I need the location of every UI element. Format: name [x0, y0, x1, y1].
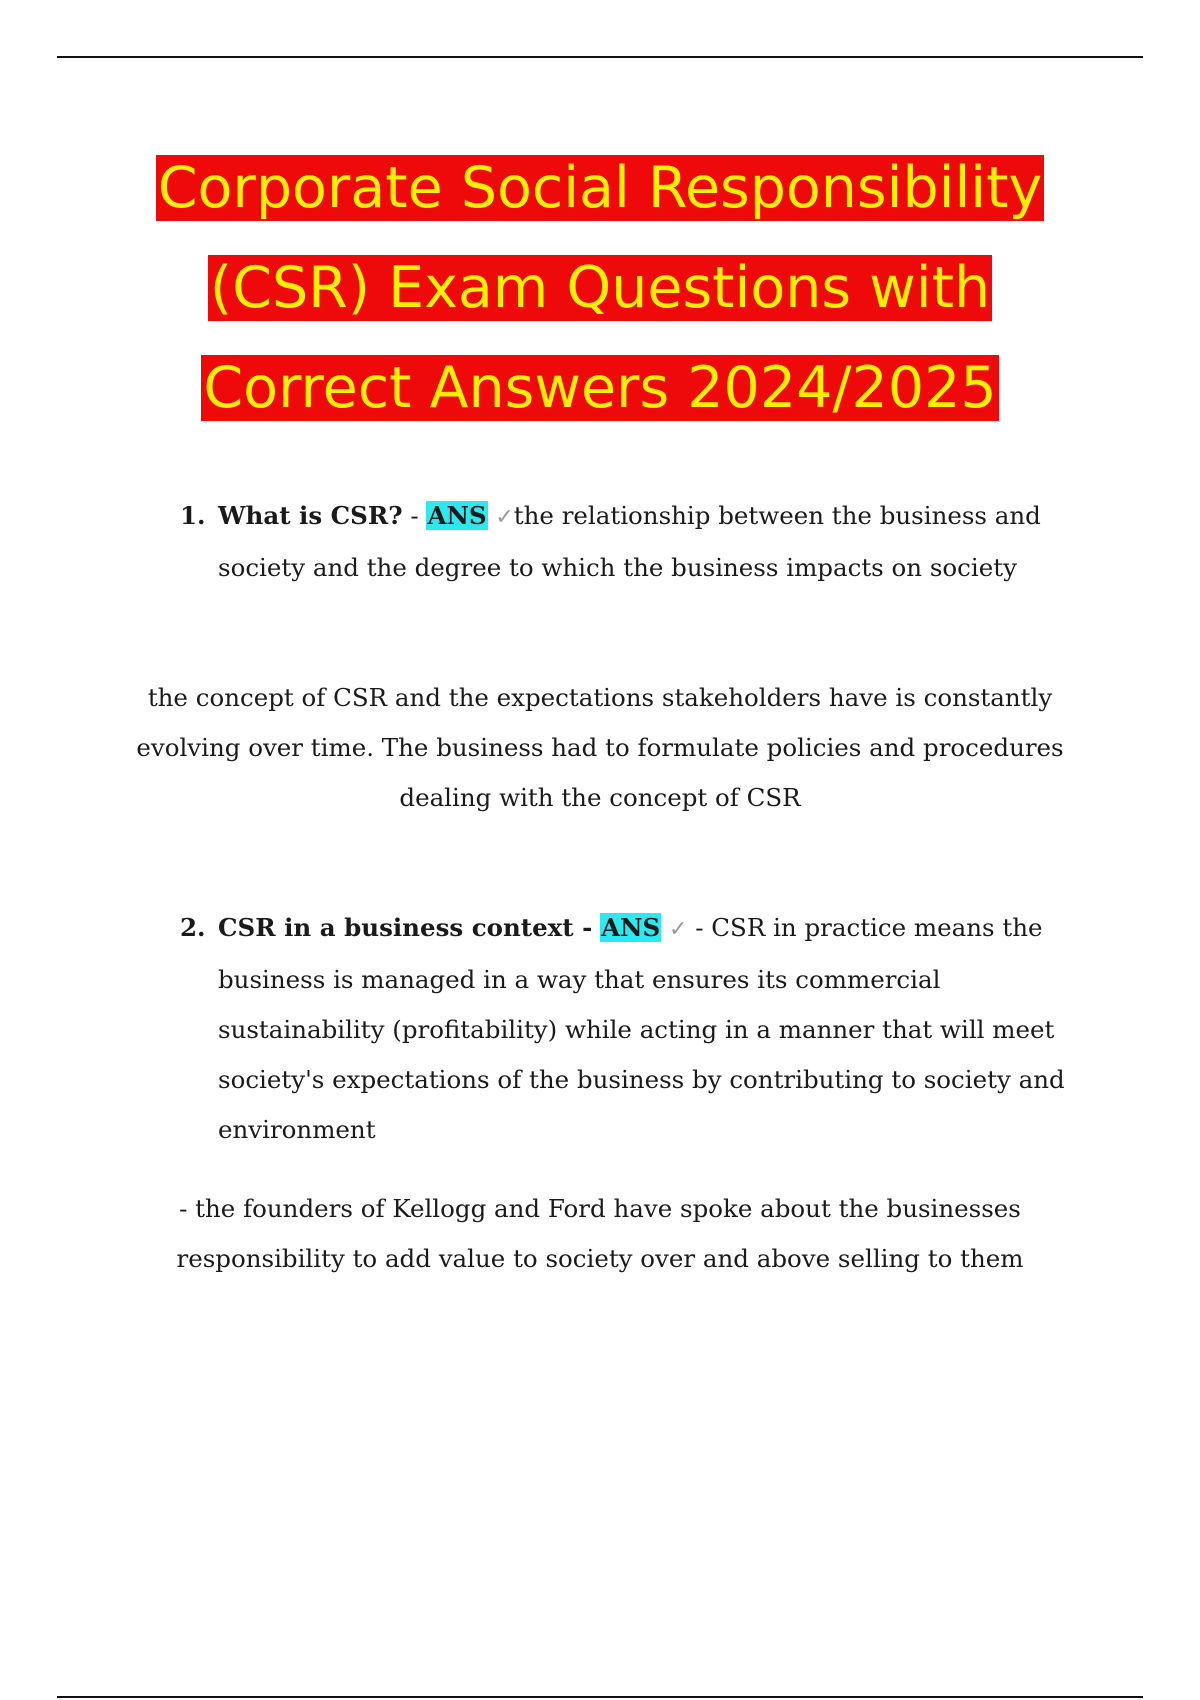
question-item-2 — [180, 903, 1100, 1155]
question-number: 1. — [180, 501, 206, 530]
answer-note-1: the concept of CSR and the expectations stakeholders have is constantly evolving over time. The business had to formulate policies and procedures dealing with the concept of CSR — [136, 683, 1064, 812]
checkmark-icon: ✓ — [495, 505, 514, 530]
title-line-2: (CSR) Exam Questions with — [209, 255, 991, 321]
checkmark-icon: ✓ — [669, 917, 688, 942]
question-text: CSR in a business context - — [218, 913, 593, 942]
title-line-1: Corporate Social Responsibility — [157, 155, 1043, 221]
ans-label: ANS — [601, 913, 661, 942]
top-rule — [57, 56, 1143, 58]
ans-label: ANS — [427, 501, 487, 530]
question-separator — [592, 913, 600, 942]
question-separator: - — [402, 501, 427, 530]
title-line-3: Correct Answers 2024/2025 — [203, 355, 997, 421]
document-title — [0, 138, 1200, 438]
answer-text: the relationship between the business and society and the degree to which the business impacts on society — [218, 501, 1041, 582]
answer-note-2: - the founders of Kellogg and Ford have spoke about the businesses responsibility to add value to society over and above selling to them — [176, 1194, 1024, 1273]
question-item-1 — [180, 491, 1100, 593]
answer-text: - CSR in practice means the business is managed in a way that ensures its commercial sustainability (profitability) while acting in a manner that will meet society's expectations of the business by contributing to society and environment — [218, 913, 1065, 1144]
question-text: What is CSR? — [218, 501, 403, 530]
question-number: 2. — [180, 913, 206, 942]
bottom-rule — [57, 1696, 1143, 1698]
